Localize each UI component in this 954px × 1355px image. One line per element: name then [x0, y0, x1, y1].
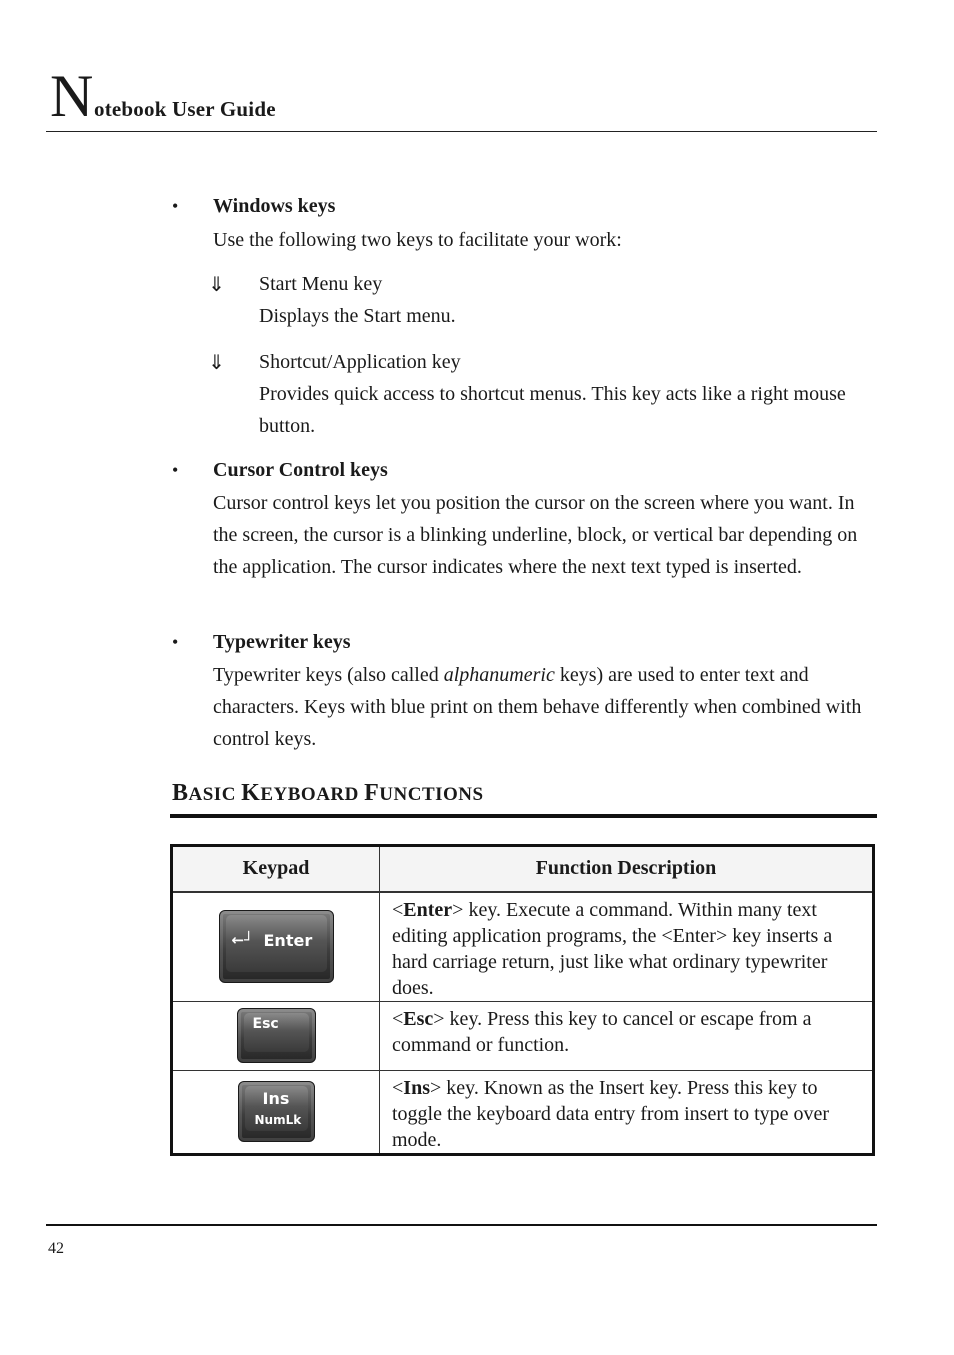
start-menu-key-desc: Displays the Start menu. — [259, 305, 456, 327]
enter-key-label: Enter — [263, 931, 313, 950]
shortcut-key — [259, 346, 869, 442]
enter-key-icon — [219, 910, 334, 983]
heading-cap-k: K — [241, 780, 261, 806]
typewriter-text — [213, 659, 877, 755]
desc-key-name: Esc — [403, 1007, 434, 1030]
header-function-description: Function Description — [380, 846, 874, 892]
numlk-key-label: NumLk — [254, 1113, 302, 1127]
shortcut-key-desc: Provides quick access to shortcut menus. This key acts like a right mouse button. — [259, 383, 846, 437]
heading-part-1: ASIC — [188, 784, 242, 805]
bullet-typewriter: • — [172, 632, 179, 652]
typewriter-text-b: keys) are used to enter text and characters. Keys with blue print on them behave differently when combined with control keys. — [213, 664, 862, 750]
page-header — [46, 63, 877, 132]
header-initial: N — [50, 63, 94, 129]
enter-arrow-icon: ←┘ — [231, 931, 254, 949]
ins-key-label: Ins — [262, 1089, 290, 1108]
header-keypad: Keypad — [172, 846, 380, 892]
desc-lt: < — [392, 898, 404, 921]
table-row — [172, 1070, 874, 1154]
section-rule — [170, 814, 877, 818]
esc-key-icon — [237, 1008, 316, 1063]
esc-key-label: Esc — [252, 1016, 279, 1032]
keypad-cell — [172, 892, 380, 1002]
arrow-shortcut: ⇓ — [208, 350, 225, 374]
start-menu-key-name: Start Menu key — [259, 273, 383, 295]
heading-cursor-control-keys: Cursor Control keys — [213, 459, 388, 481]
ins-key-icon — [238, 1081, 315, 1142]
description-cell — [380, 892, 874, 1002]
table-row — [172, 892, 874, 1002]
heading-cap-f: F — [364, 780, 380, 806]
bullet-windows: • — [172, 196, 179, 216]
typewriter-text-italic: alphanumeric — [443, 664, 555, 686]
heading-typewriter-keys: Typewriter keys — [213, 631, 351, 653]
desc-key-name: Enter — [403, 898, 453, 921]
description-cell — [380, 1070, 874, 1154]
section-heading — [172, 780, 484, 807]
shortcut-key-name: Shortcut/Application key — [259, 351, 461, 373]
arrow-start-menu: ⇓ — [208, 272, 225, 296]
bullet-cursor: • — [172, 460, 179, 480]
desc-key-name: Ins — [403, 1076, 430, 1099]
description-cell — [380, 1001, 874, 1070]
footer-rule — [46, 1224, 877, 1226]
heading-part-3: UNCTIONS — [379, 784, 484, 805]
heading-part-2: EYBOARD — [260, 784, 365, 805]
table-row — [172, 1001, 874, 1070]
desc-text: > key. Press this key to cancel or escape from a command or function. — [392, 1007, 812, 1056]
start-menu-key — [259, 268, 869, 332]
keypad-cell — [172, 1070, 380, 1154]
desc-lt: < — [392, 1076, 404, 1099]
windows-keys-intro: Use the following two keys to facilitate your work: — [213, 229, 622, 251]
keypad-cell — [172, 1001, 380, 1070]
heading-cap-b: B — [172, 780, 189, 806]
keyboard-functions-table — [170, 844, 875, 1156]
desc-text: > key. Known as the Insert key. Press this key to toggle the keyboard data entry from insert to type over mode. — [392, 1076, 830, 1151]
table-header-row — [172, 846, 874, 892]
heading-windows-keys: Windows keys — [213, 195, 336, 217]
typewriter-text-a: Typewriter keys (also called — [213, 664, 444, 686]
cursor-control-text: Cursor control keys let you position the cursor on the screen where you want. In the screen, the cursor is a blinking underline, block, or vertical bar depending on the application. The cursor indicates where the next text typed is inserted. — [213, 492, 858, 578]
desc-lt: < — [392, 1007, 404, 1030]
page-number: 42 — [48, 1240, 64, 1257]
desc-text: > key. Execute a command. Within many text editing application programs, the <Enter> key inserts a hard carriage return, just like what ordinary typewriter does. — [392, 898, 833, 999]
header-title: otebook User Guide — [94, 97, 276, 121]
